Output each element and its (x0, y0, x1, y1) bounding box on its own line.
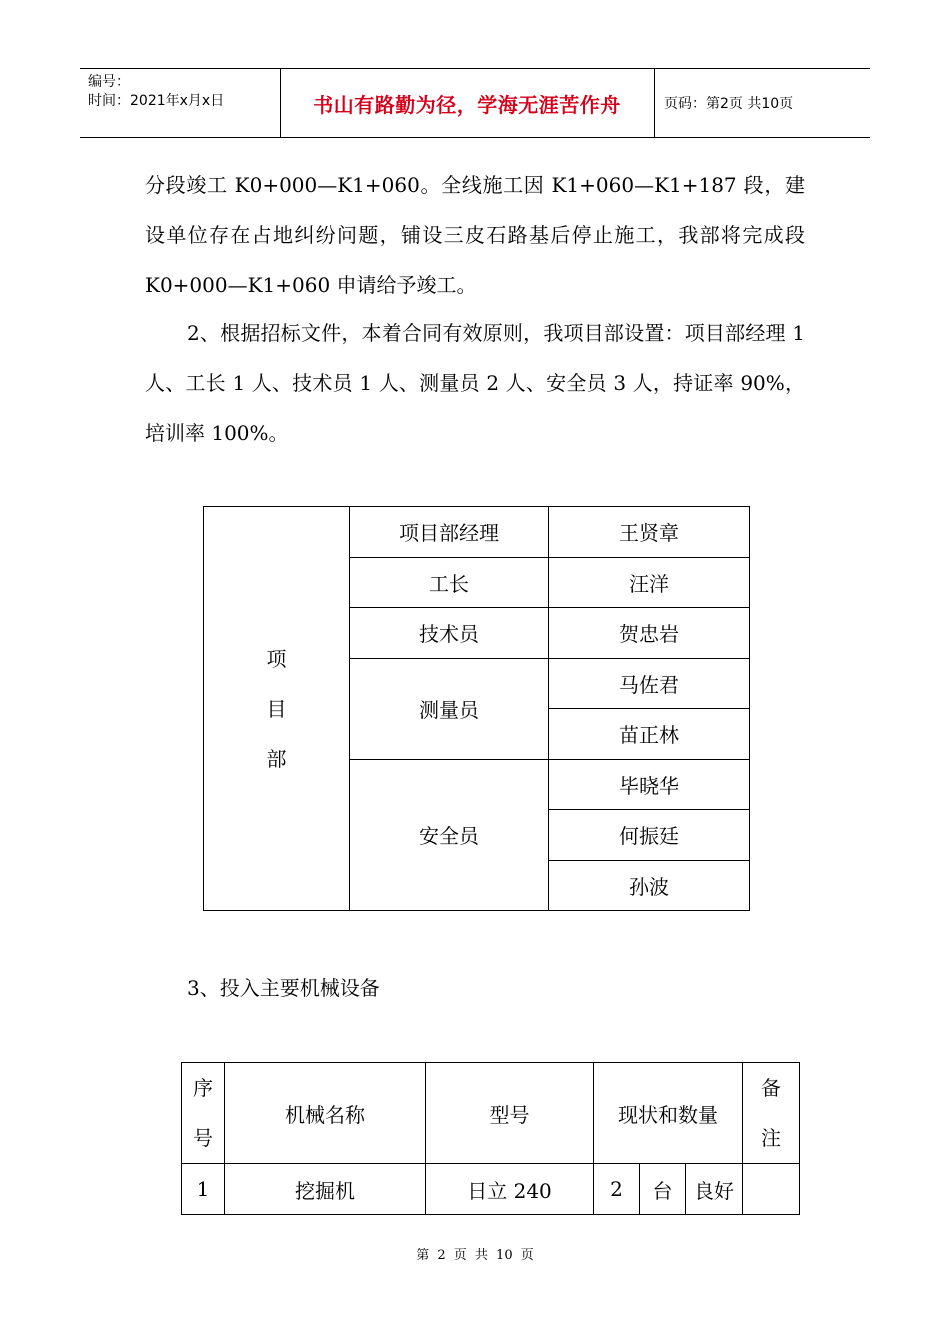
model-cell: 日立 240 (426, 1164, 594, 1215)
status-cell: 良好 (686, 1164, 743, 1215)
header-divider (654, 69, 655, 137)
name-cell: 孙波 (549, 860, 750, 911)
name-cell: 贺忠岩 (549, 608, 750, 659)
time-label: 时间：2021年x月x日 (88, 93, 225, 109)
page-header (80, 68, 870, 138)
staff-table (203, 506, 750, 911)
header-seq (182, 1063, 225, 1164)
qty-cell: 2 (594, 1164, 640, 1215)
name-cell: 王贤章 (549, 507, 750, 558)
page-info: 页码：第2页 共10页 (664, 96, 794, 112)
group-char: 目 (266, 696, 287, 721)
role-cell: 项目部经理 (350, 507, 549, 558)
group-cell (204, 507, 350, 911)
group-char: 项 (266, 646, 287, 671)
role-cell: 工长 (350, 557, 549, 608)
header-char: 序 (193, 1076, 213, 1100)
header-char: 备 (761, 1076, 781, 1100)
header-model: 型号 (426, 1063, 594, 1164)
name-cell: 苗正林 (549, 709, 750, 760)
remark-cell (743, 1164, 800, 1215)
header-char: 号 (193, 1126, 213, 1150)
name-cell: 马佐君 (549, 658, 750, 709)
paragraph-2: 2、根据招标文件，本着合同有效原则，我项目部设置：项目部经理 1 人、工长 1 人、技术员 1 人、测量员 2 人、安全员 3 人，持证率 90%，培训率 100%。 (145, 321, 805, 445)
name-cell: 毕晓华 (549, 759, 750, 810)
page-footer: 第 2 页 共 10 页 (416, 1248, 534, 1263)
equipment-table (181, 1062, 800, 1215)
header-motto: 书山有路勤为径，学海无涯苦作舟 (313, 92, 621, 117)
group-char: 部 (266, 746, 287, 771)
name-cell: 汪洋 (549, 557, 750, 608)
header-char: 注 (761, 1126, 781, 1150)
table-row (182, 1164, 800, 1215)
header-name: 机械名称 (225, 1063, 426, 1164)
name-cell: 何振廷 (549, 810, 750, 861)
role-cell: 安全员 (350, 759, 549, 911)
header-divider (280, 69, 281, 137)
section-3-heading: 3、投入主要机械设备 (187, 976, 380, 1000)
unit-cell: 台 (640, 1164, 686, 1215)
paragraph-1: 分段竣工 K0+000—K1+060。全线施工因 K1+060—K1+187 段，建设单位存在占地纠纷问题，铺设三皮石路基后停止施工，我部将完成段 K0+000—K1+060 申请给予竣工。 (145, 173, 805, 297)
name-cell: 挖掘机 (225, 1164, 426, 1215)
role-cell: 技术员 (350, 608, 549, 659)
number-label: 编号： (88, 74, 130, 90)
header-remark (743, 1063, 800, 1164)
role-cell: 测量员 (350, 658, 549, 759)
header-meta (80, 69, 280, 137)
header-status-qty: 现状和数量 (594, 1063, 743, 1164)
seq-cell: 1 (182, 1164, 225, 1215)
